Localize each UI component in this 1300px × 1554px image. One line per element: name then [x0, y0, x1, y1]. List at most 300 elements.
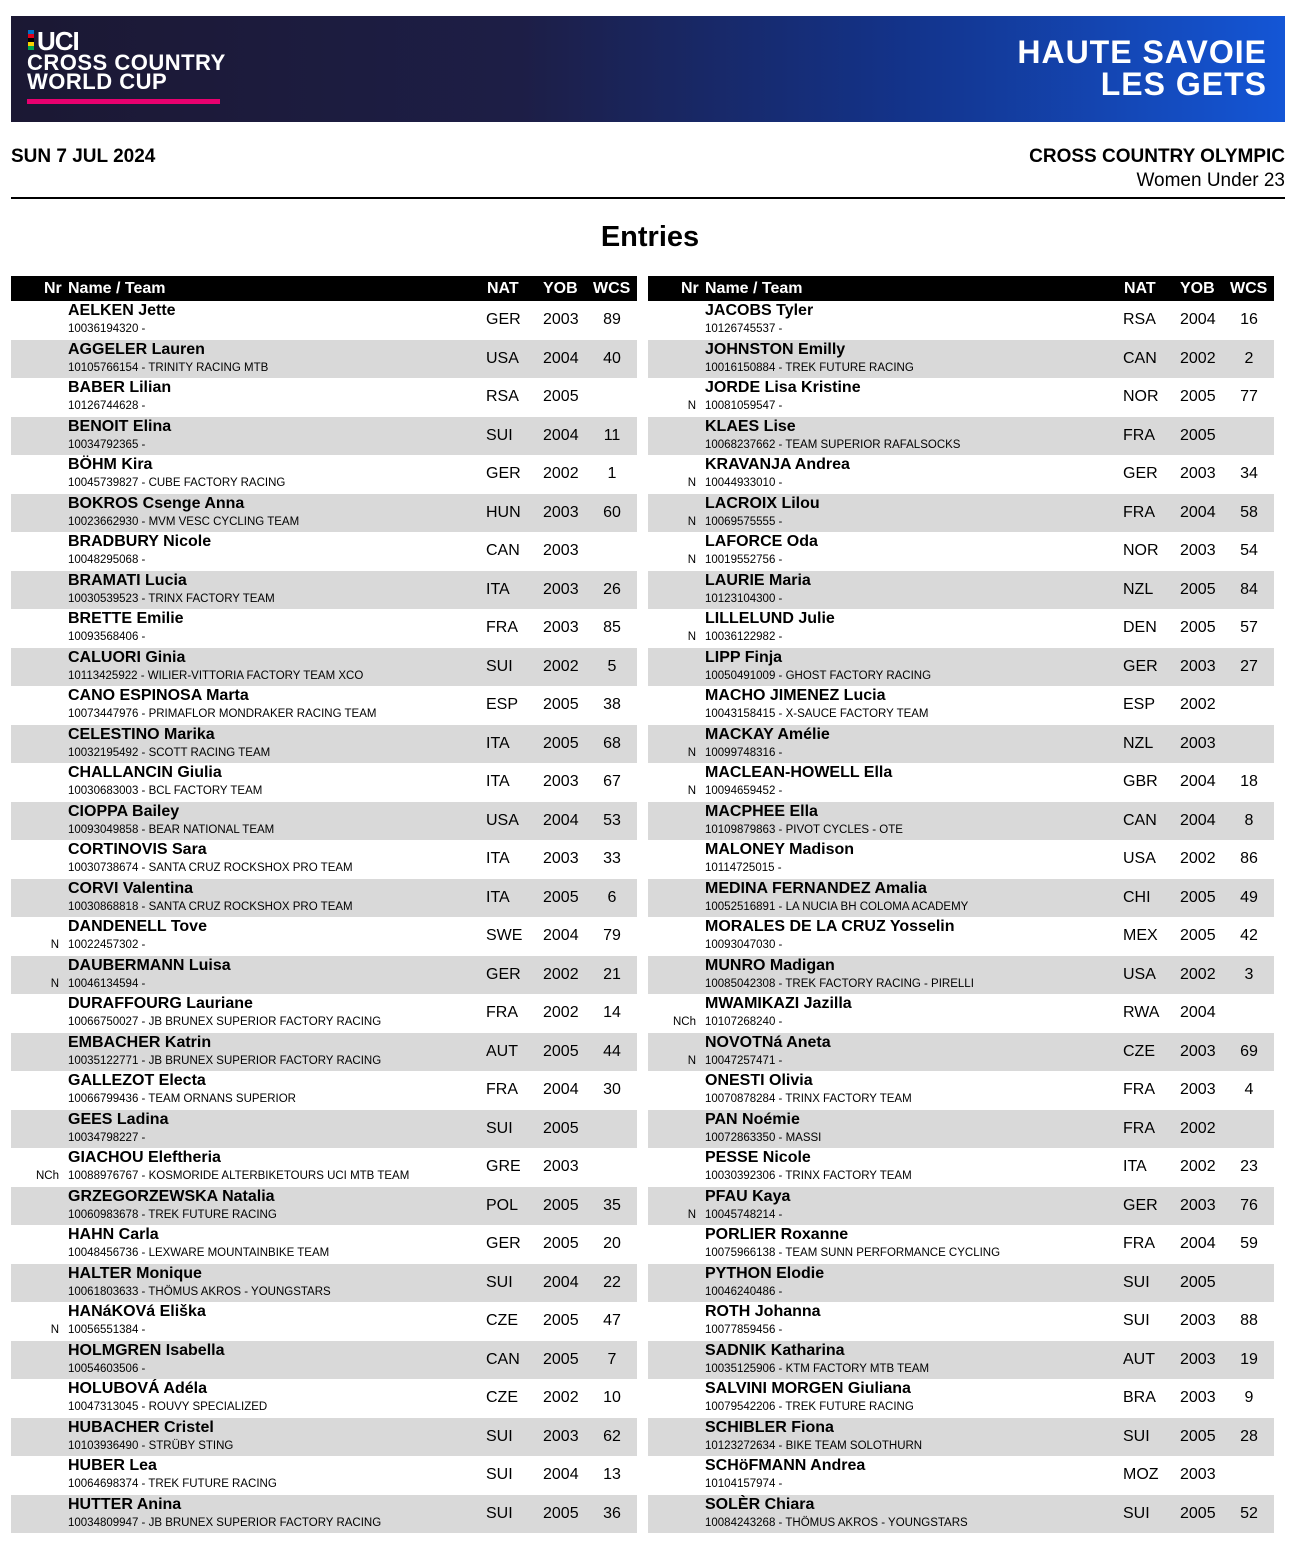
- rider-nationality: MOZ: [1123, 1466, 1159, 1483]
- rider-world-cup-standing: 84: [1240, 580, 1258, 598]
- rider-nationality: SUI: [1123, 1504, 1150, 1522]
- col-nr-header: Nr: [44, 280, 62, 297]
- rider-uci-id-team: 10068237662 - TEAM SUPERIOR RAFALSOCKS: [705, 438, 961, 451]
- rider-birth-year: 2005: [543, 888, 579, 906]
- series-underline: [27, 99, 220, 104]
- rider-name: CORTINOVIS Sara: [68, 841, 207, 858]
- rider-name: BABER Lilian: [68, 379, 172, 396]
- rider-flag: N: [687, 1208, 696, 1221]
- rider-nationality: GBR: [1123, 773, 1158, 790]
- rider-uci-id-team: 10036194320 -: [68, 323, 146, 335]
- table-row: [648, 1071, 1274, 1110]
- rider-birth-year: 2003: [543, 1158, 579, 1175]
- rider-name: DAUBERMANN Luisa: [68, 956, 231, 974]
- rider-birth-year: 2003: [1180, 1466, 1216, 1483]
- rider-uci-id-team: 10023662930 - MVM VESC CYCLING TEAM: [68, 515, 300, 528]
- rider-uci-id-team: 10073447976 - PRIMAFLOR MONDRAKER RACING TEAM: [68, 708, 377, 720]
- table-row: [11, 494, 637, 533]
- event-discipline: CROSS COUNTRY OLYMPIC: [1029, 146, 1285, 167]
- table-row: [11, 1379, 637, 1418]
- rider-nationality: USA: [486, 349, 519, 367]
- table-row: [648, 455, 1274, 494]
- table-row: [11, 994, 637, 1033]
- table-row: [11, 879, 637, 918]
- rider-name: NOVOTNá Aneta: [705, 1033, 831, 1051]
- rider-nationality: FRA: [1123, 1235, 1155, 1252]
- rider-world-cup-standing: 28: [1240, 1427, 1258, 1445]
- rider-birth-year: 2005: [1180, 388, 1216, 405]
- table-row: [648, 1148, 1274, 1187]
- table-row: [11, 1495, 637, 1534]
- rider-world-cup-standing: 8: [1244, 811, 1254, 829]
- rider-world-cup-standing: 21: [603, 965, 621, 983]
- rider-world-cup-standing: 59: [1240, 1235, 1258, 1252]
- rider-nationality: RSA: [1123, 311, 1156, 328]
- table-row: [648, 1495, 1274, 1534]
- table-row: [648, 994, 1274, 1033]
- rider-uci-id-team: 10061803633 - THÖMUS AKROS - YOUNGSTARS: [68, 1285, 331, 1298]
- rider-world-cup-standing: 7: [607, 1350, 617, 1368]
- table-row: [11, 686, 637, 725]
- table-row: [11, 1341, 637, 1380]
- rider-uci-id-team: 10044933010 -: [705, 477, 783, 489]
- rider-nationality: SUI: [486, 1273, 513, 1291]
- rider-uci-id-team: 10030539523 - TRINX FACTORY TEAM: [68, 592, 275, 605]
- rider-birth-year: 2005: [1180, 619, 1216, 636]
- rider-nationality: SUI: [486, 426, 513, 444]
- rider-uci-id-team: 10094659452 -: [705, 785, 783, 797]
- rider-birth-year: 2002: [1180, 850, 1216, 867]
- rider-birth-year: 2002: [543, 657, 579, 675]
- rider-uci-id-team: 10084243268 - THÖMUS AKROS - YOUNGSTARS: [705, 1516, 968, 1529]
- table-row: [648, 879, 1274, 918]
- rider-birth-year: 2003: [543, 1427, 579, 1445]
- rider-uci-id-team: 10032195492 - SCOTT RACING TEAM: [68, 746, 271, 759]
- rider-uci-id-team: 10085042308 - TREK FACTORY RACING - PIRELLI: [705, 977, 974, 990]
- rider-nationality: USA: [1123, 850, 1156, 867]
- rider-nationality: SUI: [486, 1504, 513, 1522]
- rider-birth-year: 2003: [543, 542, 579, 559]
- entries-table-right: [648, 276, 1274, 1533]
- rider-nationality: CAN: [486, 542, 520, 559]
- rider-uci-id-team: 10079542206 - TREK FUTURE RACING: [705, 1401, 914, 1413]
- col-yob-header: YOB: [1180, 280, 1215, 297]
- rider-uci-id-team: 10022457302 -: [68, 939, 146, 951]
- rider-birth-year: 2003: [543, 503, 579, 521]
- table-body: [11, 301, 637, 1533]
- rider-uci-id-team: 10035122771 - JB BRUNEX SUPERIOR FACTORY RACING: [68, 1054, 382, 1067]
- page-title: Entries: [600, 221, 700, 253]
- rider-uci-id-team: 10054603506 -: [68, 1362, 146, 1375]
- table-row: [648, 1456, 1274, 1495]
- rider-birth-year: 2002: [543, 465, 579, 482]
- rider-birth-year: 2003: [1180, 1042, 1216, 1060]
- rider-birth-year: 2002: [1180, 965, 1216, 983]
- rider-name: JACOBS Tyler: [705, 302, 814, 319]
- rider-birth-year: 2005: [543, 734, 579, 752]
- rider-name: LAFORCE Oda: [705, 533, 818, 550]
- rider-nationality: SUI: [486, 657, 513, 675]
- rider-name: PORLIER Roxanne: [705, 1226, 849, 1243]
- rider-nationality: GER: [486, 311, 521, 328]
- table-row: [648, 648, 1274, 687]
- table-row: [648, 802, 1274, 841]
- rider-world-cup-standing: 86: [1240, 850, 1258, 867]
- rider-uci-id-team: 10107268240 -: [705, 1016, 783, 1028]
- event-banner: [11, 16, 1285, 122]
- table-row: [11, 1456, 637, 1495]
- rider-name: HALTER Monique: [68, 1264, 202, 1282]
- rider-birth-year: 2002: [543, 1004, 579, 1021]
- rider-name: MALONEY Madison: [705, 841, 855, 858]
- rider-name: CHALLANCIN Giulia: [68, 764, 222, 781]
- col-name-header: Name / Team: [68, 280, 166, 297]
- rider-name: BRAMATI Lucia: [68, 571, 187, 589]
- table-row: [648, 725, 1274, 764]
- table-row: [11, 802, 637, 841]
- table-row: [11, 725, 637, 764]
- rider-uci-id-team: 10034792365 -: [68, 438, 146, 451]
- rider-world-cup-standing: 14: [603, 1004, 621, 1021]
- rider-uci-id-team: 10105766154 - TRINITY RACING MTB: [68, 361, 269, 374]
- rider-nationality: ITA: [1123, 1158, 1147, 1175]
- rider-flag: N: [687, 554, 696, 566]
- rider-birth-year: 2005: [543, 1196, 579, 1214]
- rider-world-cup-standing: 4: [1244, 1081, 1254, 1098]
- rider-world-cup-standing: 57: [1240, 619, 1258, 636]
- rider-name: SCHöFMANN Andrea: [705, 1457, 866, 1474]
- rider-uci-id-team: 10126744628 -: [68, 400, 146, 412]
- rider-name: CORVI Valentina: [68, 879, 194, 897]
- table-header: [648, 276, 1274, 301]
- rider-uci-id-team: 10103936490 - STRÜBY STING: [68, 1439, 234, 1452]
- rider-uci-id-team: 10046240486 -: [705, 1285, 783, 1298]
- rider-nationality: GER: [1123, 1196, 1158, 1214]
- rider-flag: N: [50, 977, 59, 990]
- rider-nationality: BRA: [1123, 1389, 1156, 1406]
- rider-nationality: GRE: [486, 1158, 521, 1175]
- rider-nationality: NOR: [1123, 388, 1159, 405]
- table-row: [648, 378, 1274, 417]
- rider-name: LILLELUND Julie: [705, 610, 835, 627]
- rider-nationality: CAN: [1123, 349, 1157, 367]
- rider-world-cup-standing: 44: [603, 1042, 621, 1060]
- table-row: [11, 840, 637, 879]
- rider-nationality: DEN: [1123, 619, 1157, 636]
- rider-birth-year: 2004: [1180, 1235, 1216, 1252]
- rider-name: ONESTI Olivia: [705, 1072, 813, 1089]
- table-row: [11, 417, 637, 456]
- table-row: [11, 917, 637, 956]
- rider-flag: N: [50, 1324, 59, 1336]
- rider-uci-id-team: 10034809947 - JB BRUNEX SUPERIOR FACTORY RACING: [68, 1516, 382, 1529]
- series-name-line1: CROSS COUNTRY: [27, 50, 226, 75]
- rider-birth-year: 2003: [543, 580, 579, 598]
- rider-name: MUNRO Madigan: [705, 956, 835, 974]
- rider-name: LACROIX Lilou: [705, 494, 820, 512]
- rider-birth-year: 2003: [1180, 1196, 1216, 1214]
- rider-uci-id-team: 10048456736 - LEXWARE MOUNTAINBIKE TEAM: [68, 1247, 330, 1259]
- table-row: [11, 378, 637, 417]
- rider-name: ROTH Johanna: [705, 1303, 821, 1320]
- rider-uci-id-team: 10088976767 - KOSMORIDE ALTERBIKETOURS UCI MTB TEAM: [68, 1170, 410, 1182]
- table-row: [648, 301, 1274, 340]
- rider-world-cup-standing: 9: [1244, 1389, 1254, 1406]
- rider-nationality: SUI: [1123, 1273, 1150, 1291]
- rider-nationality: RWA: [1123, 1004, 1160, 1021]
- rider-uci-id-team: 10070878284 - TRINX FACTORY TEAM: [705, 1093, 912, 1105]
- rider-world-cup-standing: 85: [603, 619, 621, 636]
- table-row: [648, 1187, 1274, 1226]
- rider-uci-id-team: 10045748214 -: [705, 1208, 783, 1221]
- rider-uci-id-team: 10030392306 - TRINX FACTORY TEAM: [705, 1170, 912, 1182]
- rider-nationality: FRA: [1123, 1081, 1155, 1098]
- rider-birth-year: 2004: [543, 349, 579, 367]
- rider-name: HOLMGREN Isabella: [68, 1341, 225, 1359]
- rider-world-cup-standing: 40: [603, 349, 621, 367]
- rider-world-cup-standing: 76: [1240, 1196, 1258, 1214]
- rider-birth-year: 2003: [543, 311, 579, 328]
- rider-nationality: CZE: [486, 1389, 518, 1406]
- table-row: [648, 1033, 1274, 1072]
- rider-birth-year: 2005: [1180, 1427, 1216, 1445]
- event-date: SUN 7 JUL 2024: [11, 146, 156, 167]
- rider-uci-id-team: 10046134594 -: [68, 977, 146, 990]
- rider-uci-id-team: 10126745537 -: [705, 323, 783, 335]
- rider-birth-year: 2005: [1180, 1273, 1216, 1291]
- table-row: [648, 571, 1274, 610]
- rider-birth-year: 2002: [543, 1389, 579, 1406]
- table-row: [648, 840, 1274, 879]
- rider-name: JORDE Lisa Kristine: [705, 379, 861, 396]
- rider-uci-id-team: 10066799436 - TEAM ORNANS SUPERIOR: [68, 1093, 296, 1105]
- table-row: [648, 494, 1274, 533]
- rider-uci-id-team: 10123272634 - BIKE TEAM SOLOTHURN: [705, 1439, 923, 1452]
- rider-uci-id-team: 10019552756 -: [705, 554, 783, 566]
- rider-uci-id-team: 10045739827 - CUBE FACTORY RACING: [68, 477, 286, 489]
- rider-flag: N: [687, 400, 696, 412]
- rider-world-cup-standing: 10: [603, 1389, 621, 1406]
- rider-birth-year: 2003: [1180, 657, 1216, 675]
- rider-world-cup-standing: 34: [1240, 465, 1258, 482]
- rider-name: BENOIT Elina: [68, 417, 172, 435]
- rider-uci-id-team: 10052516891 - LA NUCIA BH COLOMA ACADEMY: [705, 900, 969, 913]
- table-row: [648, 417, 1274, 456]
- rider-nationality: CAN: [1123, 811, 1157, 829]
- rider-nationality: SUI: [486, 1466, 513, 1483]
- rider-nationality: FRA: [1123, 1119, 1155, 1137]
- rider-uci-id-team: 10056551384 -: [68, 1324, 146, 1336]
- rider-birth-year: 2005: [1180, 426, 1216, 444]
- rider-nationality: CZE: [1123, 1042, 1155, 1060]
- rider-world-cup-standing: 23: [1240, 1158, 1258, 1175]
- rider-uci-id-team: 10072863350 - MASSI: [705, 1131, 822, 1144]
- rider-birth-year: 2003: [543, 850, 579, 867]
- rider-uci-id-team: 10030868818 - SANTA CRUZ ROCKSHOX PRO TEAM: [68, 900, 353, 913]
- rider-world-cup-standing: 26: [603, 580, 621, 598]
- rider-birth-year: 2004: [543, 1466, 579, 1483]
- rider-flag: NCh: [672, 1016, 696, 1028]
- rider-world-cup-standing: 60: [603, 503, 621, 521]
- rider-birth-year: 2002: [1180, 1158, 1216, 1175]
- rider-uci-id-team: 10081059547 -: [705, 400, 783, 412]
- rider-nationality: FRA: [486, 619, 518, 636]
- rider-name: SCHIBLER Fiona: [705, 1418, 834, 1436]
- table-row: [648, 1418, 1274, 1457]
- table-row: [648, 609, 1274, 648]
- rider-name: MEDINA FERNANDEZ Amalia: [705, 879, 927, 897]
- rider-birth-year: 2003: [1180, 1081, 1216, 1098]
- rider-flag: N: [687, 477, 696, 489]
- table-row: [11, 301, 637, 340]
- rider-nationality: ESP: [486, 696, 519, 713]
- rider-world-cup-standing: 27: [1240, 657, 1258, 675]
- rider-world-cup-standing: 11: [603, 426, 621, 444]
- rider-world-cup-standing: 13: [603, 1466, 621, 1483]
- table-row: [11, 609, 637, 648]
- rider-uci-id-team: 10047257471 -: [705, 1054, 783, 1067]
- table-row: [11, 1071, 637, 1110]
- rider-world-cup-standing: 42: [1240, 927, 1258, 944]
- table-row: [648, 1379, 1274, 1418]
- rider-uci-id-team: 10123104300 -: [705, 592, 783, 605]
- col-nat-header: NAT: [487, 280, 519, 297]
- rider-birth-year: 2004: [1180, 773, 1216, 790]
- rider-name: BRETTE Emilie: [68, 610, 184, 627]
- rider-birth-year: 2004: [543, 1273, 579, 1291]
- table-row: [648, 1225, 1274, 1264]
- rider-birth-year: 2004: [1180, 311, 1216, 328]
- rider-flag: NCh: [35, 1170, 59, 1182]
- table-row: [648, 1264, 1274, 1303]
- uci-logo-text: UCI: [37, 26, 79, 56]
- col-wcs-header: WCS: [593, 280, 631, 297]
- rider-name: MACKAY Amélie: [705, 725, 830, 743]
- rider-nationality: GER: [486, 965, 521, 983]
- rider-uci-id-team: 10035125906 - KTM FACTORY MTB TEAM: [705, 1362, 930, 1375]
- rider-nationality: NZL: [1123, 580, 1154, 598]
- rider-world-cup-standing: 36: [603, 1504, 621, 1522]
- rider-uci-id-team: 10093047030 -: [705, 939, 783, 951]
- rider-name: DANDENELL Tove: [68, 918, 207, 935]
- table-row: [11, 455, 637, 494]
- rider-uci-id-team: 10030683003 - BCL FACTORY TEAM: [68, 785, 263, 797]
- rider-name: MACHO JIMENEZ Lucia: [705, 687, 886, 704]
- rider-nationality: SUI: [486, 1119, 513, 1137]
- rider-name: MACPHEE Ella: [705, 802, 818, 820]
- rider-world-cup-standing: 62: [603, 1427, 621, 1445]
- rider-name: LIPP Finja: [705, 648, 783, 666]
- table-row: [648, 532, 1274, 571]
- rider-birth-year: 2005: [543, 1312, 579, 1329]
- rider-name: MWAMIKAZI Jazilla: [705, 995, 852, 1012]
- rider-name: CALUORI Ginia: [68, 648, 186, 666]
- rider-world-cup-standing: 68: [603, 734, 621, 752]
- rider-birth-year: 2004: [1180, 503, 1216, 521]
- rider-nationality: MEX: [1123, 927, 1158, 944]
- event-category: Women Under 23: [1136, 170, 1285, 191]
- rider-name: PAN Noémie: [705, 1110, 800, 1128]
- rider-world-cup-standing: 77: [1240, 388, 1258, 405]
- table-row: [648, 340, 1274, 379]
- table-row: [648, 1302, 1274, 1341]
- rider-uci-id-team: 10030738674 - SANTA CRUZ ROCKSHOX PRO TEAM: [68, 862, 353, 874]
- rider-birth-year: 2005: [543, 1119, 579, 1137]
- rider-name: CIOPPA Bailey: [68, 802, 180, 820]
- rider-birth-year: 2002: [1180, 1119, 1216, 1137]
- rider-birth-year: 2005: [1180, 888, 1216, 906]
- rider-world-cup-standing: 33: [603, 850, 621, 867]
- rider-nationality: USA: [486, 811, 519, 829]
- rider-nationality: FRA: [486, 1081, 518, 1098]
- rider-flag: N: [687, 746, 696, 759]
- table-row: [11, 340, 637, 379]
- rider-name: PFAU Kaya: [705, 1187, 791, 1205]
- table-row: [648, 917, 1274, 956]
- rider-birth-year: 2005: [543, 388, 579, 405]
- rider-world-cup-standing: 16: [1240, 311, 1258, 328]
- rider-nationality: POL: [486, 1196, 519, 1214]
- rider-nationality: ITA: [486, 850, 510, 867]
- rider-world-cup-standing: 22: [603, 1273, 621, 1291]
- table-row: [11, 956, 637, 995]
- rider-name: GALLEZOT Electa: [68, 1072, 206, 1089]
- table-row: [11, 1033, 637, 1072]
- rider-name: GIACHOU Eleftheria: [68, 1149, 221, 1166]
- rider-uci-id-team: 10114725015 -: [705, 862, 782, 874]
- entries-table-left: [11, 276, 637, 1533]
- venue-line1: HAUTE SAVOIE: [1017, 34, 1267, 70]
- col-wcs-header: WCS: [1230, 280, 1268, 297]
- rider-world-cup-standing: 30: [603, 1081, 621, 1098]
- rider-uci-id-team: 10036122982 -: [705, 631, 783, 643]
- rider-world-cup-standing: 47: [603, 1312, 621, 1329]
- table-row: [11, 532, 637, 571]
- table-row: [11, 1264, 637, 1303]
- rider-world-cup-standing: 3: [1244, 965, 1254, 983]
- rider-name: AELKEN Jette: [68, 302, 176, 319]
- rider-uci-id-team: 10043158415 - X-SAUCE FACTORY TEAM: [705, 708, 929, 720]
- rider-uci-id-team: 10093568406 -: [68, 631, 146, 643]
- table-row: [11, 763, 637, 802]
- rider-nationality: GER: [486, 465, 521, 482]
- rider-name: HAHN Carla: [68, 1226, 159, 1243]
- rider-nationality: RSA: [486, 388, 519, 405]
- rider-uci-id-team: 10047313045 - ROUVY SPECIALIZED: [68, 1401, 268, 1413]
- rider-uci-id-team: 10093049858 - BEAR NATIONAL TEAM: [68, 823, 275, 836]
- rider-nationality: ESP: [1123, 696, 1156, 713]
- rider-birth-year: 2003: [543, 619, 579, 636]
- rider-name: GEES Ladina: [68, 1110, 169, 1128]
- rider-world-cup-standing: 18: [1240, 773, 1258, 790]
- col-yob-header: YOB: [543, 280, 578, 297]
- rider-birth-year: 2004: [1180, 811, 1216, 829]
- rider-birth-year: 2005: [543, 1235, 579, 1252]
- rider-nationality: SWE: [486, 927, 523, 944]
- rider-birth-year: 2005: [543, 1504, 579, 1522]
- table-row: [648, 1341, 1274, 1380]
- rider-name: CELESTINO Marika: [68, 725, 215, 743]
- rider-world-cup-standing: 6: [607, 888, 617, 906]
- rider-name: HANáKOVá Eliška: [68, 1303, 206, 1320]
- rider-nationality: GER: [1123, 465, 1158, 482]
- rider-birth-year: 2003: [1180, 1350, 1216, 1368]
- rider-birth-year: 2005: [1180, 580, 1216, 598]
- series-name-line2: WORLD CUP: [27, 69, 168, 94]
- table-row: [11, 1110, 637, 1149]
- rider-nationality: CHI: [1123, 888, 1151, 906]
- col-nr-header: Nr: [681, 280, 699, 297]
